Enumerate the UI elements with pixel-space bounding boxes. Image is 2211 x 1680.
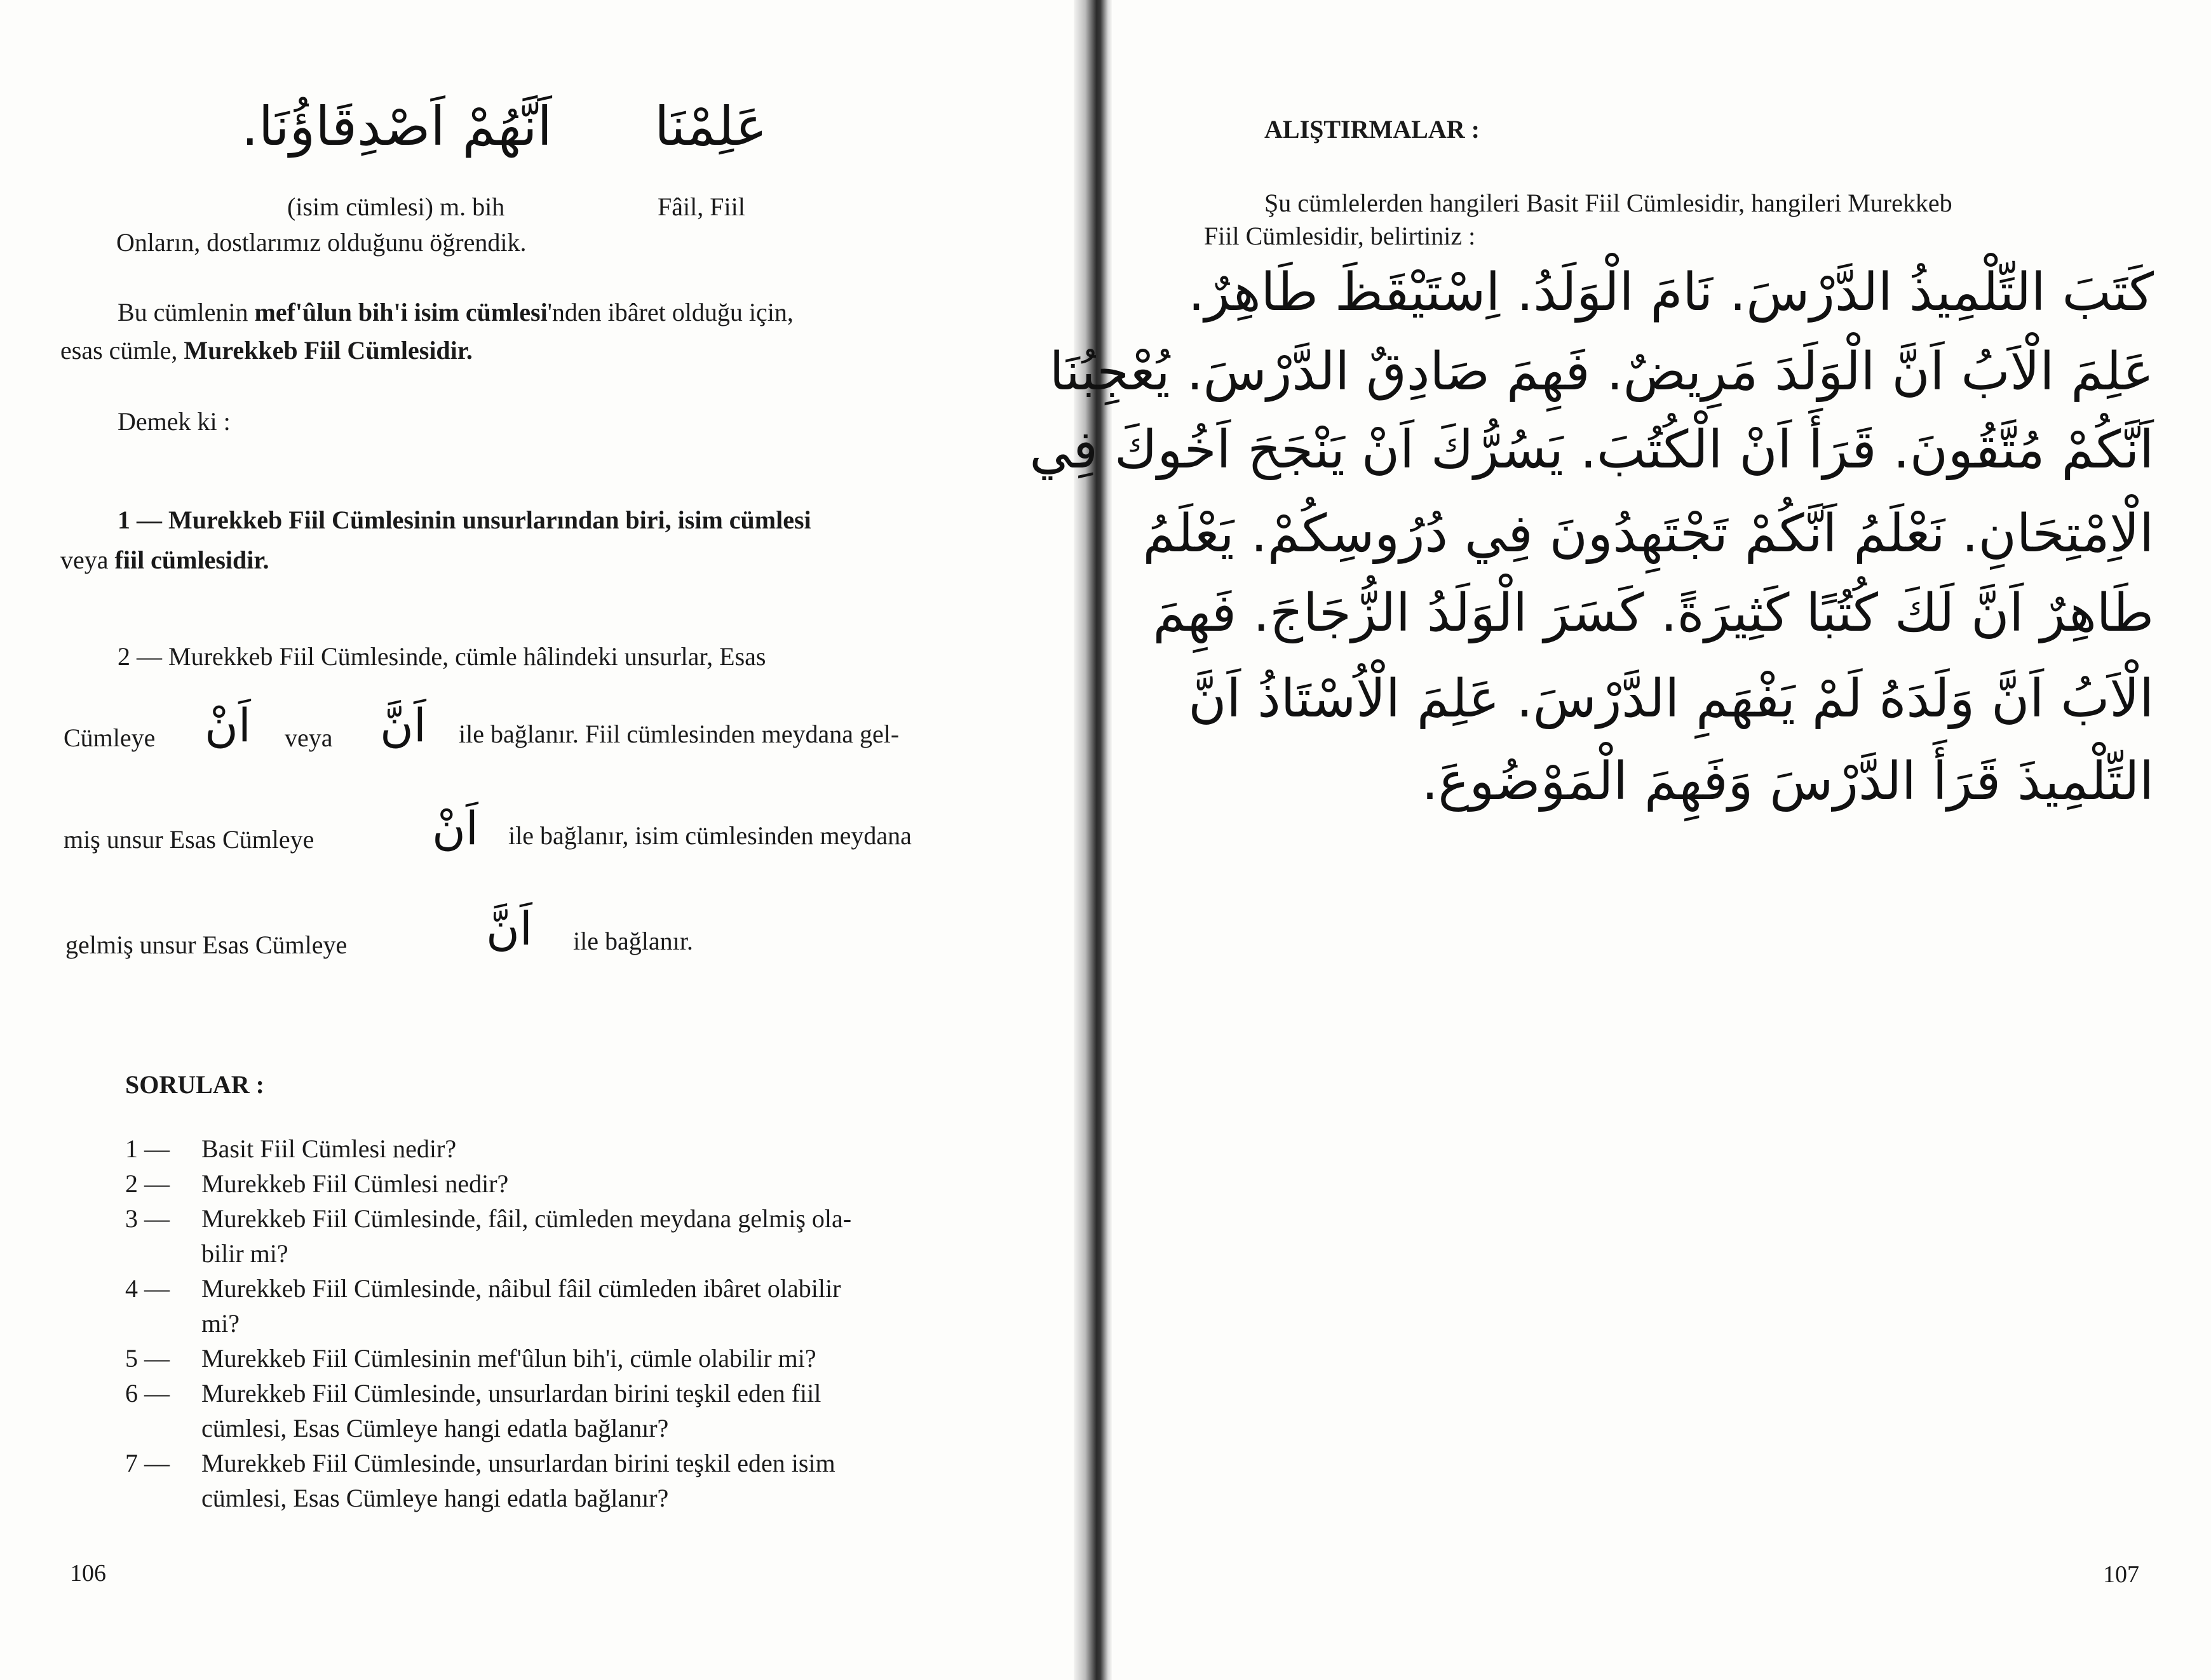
page-number: 106 — [70, 1560, 106, 1587]
explanation-text: 'nden ibâret olduğu için, — [547, 298, 794, 326]
demek-ki: Demek ki : — [118, 407, 231, 436]
question-item — [125, 1204, 851, 1233]
question-item — [125, 1343, 816, 1373]
right-page — [1029, 0, 2211, 1680]
explanation-text: esas cümle, — [60, 336, 184, 365]
rule1-line2 — [60, 545, 269, 575]
rule2-line3-a: miş unsur Esas Cümleye — [64, 825, 314, 854]
rule-text: veya — [60, 546, 115, 574]
question-number: 4 — — [125, 1274, 170, 1303]
arabic-exercise-line: الْاَبُ اَنَّ وَلَدَهُ لَمْ يَفْهَمِ الدَّرْسَ. عَلِمَ الْاُسْتَاذُ اَنَّ — [1188, 669, 2154, 729]
question-text: mi? — [201, 1309, 240, 1338]
explanation-bold: mef'ûlun bih'i isim cümlesi — [254, 298, 548, 326]
question-item-continuation — [125, 1308, 240, 1338]
question-item-continuation — [125, 1413, 668, 1443]
question-number: 5 — — [125, 1344, 170, 1373]
question-item — [125, 1273, 841, 1303]
rule2-line4-b: ile bağlanır. — [573, 927, 693, 955]
arabic-anna: اَنَّ — [486, 902, 532, 955]
arabic-exercise-line: عَلِمَ الْاَبُ اَنَّ الْوَلَدَ مَرِيضٌ. فَهِمَ صَادِقٌ الدَّرْسَ. يُعْجِبُنَا — [1049, 342, 2154, 402]
question-text: Murekkeb Fiil Cümlesinin mef'ûlun bih'i, cümle olabilir mi? — [201, 1344, 816, 1373]
question-text: Murekkeb Fiil Cümlesinde, unsurlardan birini teşkil eden isim — [201, 1449, 835, 1477]
question-text: Murekkeb Fiil Cümlesinde, unsurlardan birini teşkil eden fiil — [201, 1379, 822, 1408]
question-number: 2 — — [125, 1169, 170, 1198]
label-isim-cumlesi: (isim cümlesi) m. bih — [287, 192, 505, 221]
question-item — [125, 1134, 456, 1164]
rule2-line4-a: gelmiş unsur Esas Cümleye — [65, 931, 348, 959]
arabic-anna: اَنَّ — [380, 699, 426, 752]
arabic-example-fiil: عَلِمْنَا — [654, 95, 767, 158]
question-item-continuation — [125, 1483, 668, 1513]
question-number: 7 — — [125, 1449, 170, 1477]
question-number: 1 — — [125, 1134, 170, 1163]
question-item-continuation — [125, 1239, 288, 1268]
translation: Onların, dostlarımız olduğunu öğrendik. — [116, 228, 527, 257]
question-text: Basit Fiil Cümlesi nedir? — [201, 1134, 457, 1163]
question-text: Murekkeb Fiil Cümlesinde, fâil, cümleden meydana gelmiş ola- — [201, 1204, 852, 1233]
page-number: 107 — [2103, 1561, 2139, 1588]
alistirmalar-title: ALIŞTIRMALAR : — [1264, 115, 1480, 144]
rule1-line1: 1 — Murekkeb Fiil Cümlesinin unsurlarından biri, isim cümlesi — [118, 506, 811, 534]
question-item — [125, 1169, 508, 1199]
arabic-example-mefulun: اَنَّهُمْ اَصْدِقَاؤُنَا. — [241, 95, 552, 158]
arabic-exercise-line: الْاِمْتِحَانِ. نَعْلَمُ اَنَّكُمْ تَجْتَهِدُونَ فِي دُرُوسِكُمْ. يَعْلَمُ — [1142, 504, 2154, 564]
explanation-text: Bu cümlenin — [118, 298, 255, 326]
arabic-exercise-line: طَاهِرٌ اَنَّ لَكَ كُتُبًا كَثِيرَةً. كَسَرَ الْوَلَدُ الزُّجَاجَ. فَهِمَ — [1153, 583, 2154, 643]
question-text: Murekkeb Fiil Cümlesi nedir? — [201, 1169, 509, 1198]
question-text: bilir mi? — [201, 1239, 288, 1268]
rule2-line3-b: ile bağlanır, isim cümlesinden meydana — [508, 821, 912, 850]
question-text: Murekkeb Fiil Cümlesinde, nâibul fâil cümleden ibâret olabilir — [201, 1274, 841, 1303]
rule2-cumleye: Cümleye — [64, 723, 156, 752]
explanation-line2 — [60, 335, 473, 365]
arabic-exercise-line: كَتَبَ التِّلْمِيذُ الدَّرْسَ. نَامَ الْوَلَدُ. اِسْتَيْقَظَ طَاهِرٌ. — [1187, 262, 2154, 323]
arabic-an: اَنْ — [432, 802, 478, 855]
rule2-line1: 2 — Murekkeb Fiil Cümlesinde, cümle hâlindeki unsurlar, Esas — [118, 642, 766, 671]
question-text: cümlesi, Esas Cümleye hangi edatla bağlanır? — [201, 1414, 669, 1442]
question-text: cümlesi, Esas Cümleye hangi edatla bağlanır? — [201, 1484, 669, 1512]
arabic-an: اَنْ — [205, 699, 251, 752]
instruction-line2: Fiil Cümlesidir, belirtiniz : — [1204, 222, 1476, 250]
explanation-bold: Murekkeb Fiil Cümlesidir. — [184, 336, 473, 365]
question-item — [125, 1448, 835, 1478]
instruction-line1: Şu cümlelerden hangileri Basit Fiil Cümlesidir, hangileri Murekkeb — [1264, 189, 1952, 217]
rule-bold: fiil cümlesidir. — [114, 546, 269, 574]
explanation-line1 — [118, 297, 794, 327]
arabic-exercise-line: التِّلْمِيذَ قَرَأَ الدَّرْسَ وَفَهِمَ الْمَوْضُوعَ. — [1421, 751, 2154, 812]
arabic-exercise-line: اَنَّكُمْ مُتَّقُونَ. قَرَأَ اَنْ الْكُتُبَ. يَسُرُّكَ اَنْ يَنْجَحَ اَخُوكَ فِي — [1029, 420, 2154, 480]
question-number: 6 — — [125, 1379, 170, 1408]
question-number: 3 — — [125, 1204, 170, 1233]
question-item — [125, 1378, 821, 1408]
sorular-title: SORULAR : — [125, 1070, 264, 1099]
rule2-line2-rest: ile bağlanır. Fiil cümlesinden meydana gel- — [459, 720, 900, 748]
left-page — [0, 0, 1074, 1680]
label-fail-fiil: Fâil, Fiil — [658, 192, 745, 221]
rule2-veya: veya — [285, 723, 333, 752]
